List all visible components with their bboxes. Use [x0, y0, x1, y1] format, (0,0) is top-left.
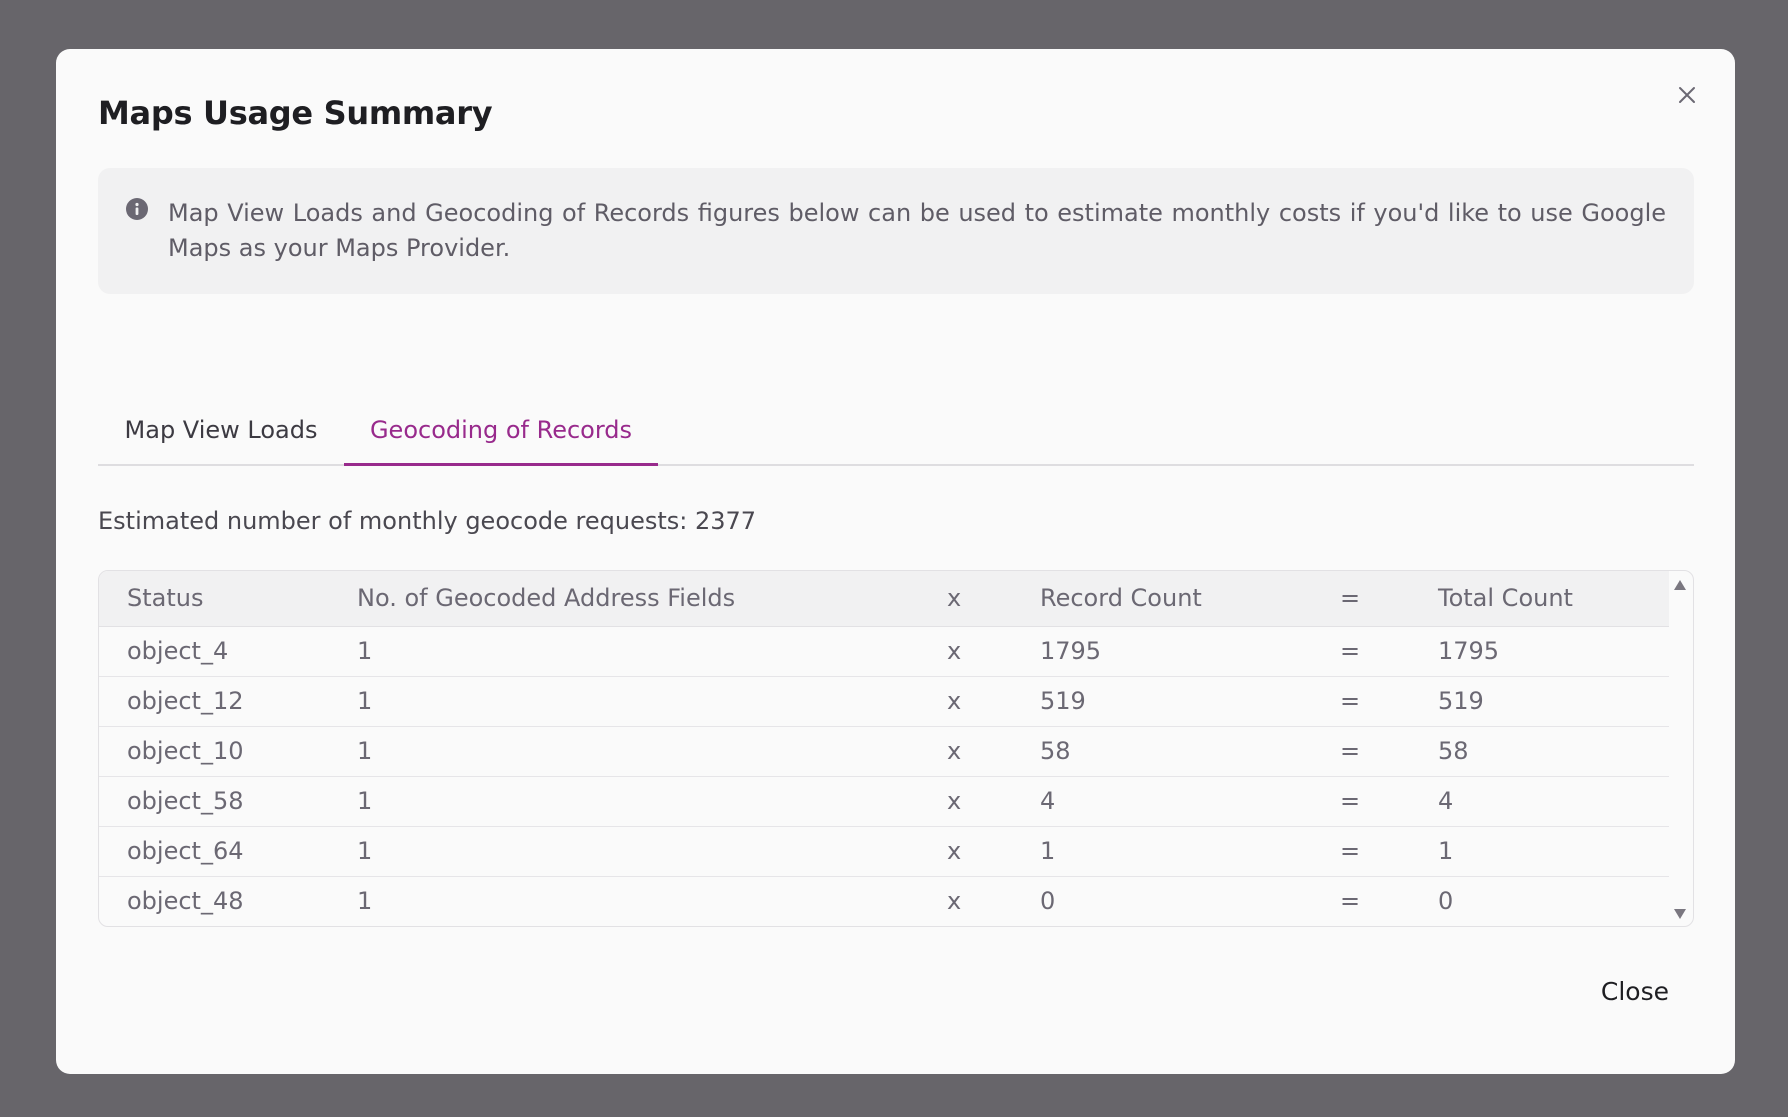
header-multiply: x	[919, 571, 1012, 626]
scroll-down-arrow-icon[interactable]	[1673, 906, 1687, 920]
cell-total-count: 1	[1410, 826, 1669, 876]
tab-bar	[98, 404, 1694, 466]
geocoding-table	[99, 571, 1669, 926]
table-scrollbar[interactable]	[1667, 571, 1693, 926]
tab-geocoding-of-records[interactable]: Geocoding of Records	[344, 404, 658, 466]
table-row	[99, 776, 1669, 826]
cell-status: object_4	[99, 626, 329, 676]
cell-multiply: x	[947, 887, 962, 916]
cell-equals: =	[1340, 887, 1361, 916]
cell-record-count: 0	[1040, 887, 1056, 916]
cell-total-count: 0	[1438, 887, 1454, 916]
cell-total-count: 1795	[1410, 626, 1669, 676]
cell-record-count: 1	[1012, 826, 1312, 876]
close-icon[interactable]	[1669, 77, 1705, 113]
info-icon	[126, 198, 148, 220]
table-row	[99, 626, 1669, 676]
geocoding-table-container[interactable]	[98, 570, 1694, 927]
table-header-row	[99, 571, 1669, 626]
estimate-text: Estimated number of monthly geocode requests: 2377	[98, 507, 757, 535]
cell-total-count: 519	[1410, 676, 1669, 726]
header-equals: =	[1312, 571, 1410, 626]
close-button[interactable]: Close	[1597, 971, 1673, 1012]
cell-equals: =	[1312, 776, 1410, 826]
table-row	[99, 876, 1669, 926]
cell-fields: 1	[329, 776, 919, 826]
cell-status: object_64	[99, 826, 329, 876]
cell-multiply: x	[919, 826, 1012, 876]
cell-record-count: 519	[1012, 676, 1312, 726]
cell-equals: =	[1312, 826, 1410, 876]
cell-multiply: x	[919, 726, 1012, 776]
cell-total-count: 58	[1410, 726, 1669, 776]
scroll-up-arrow-icon[interactable]	[1673, 577, 1687, 591]
cell-multiply: x	[919, 626, 1012, 676]
tab-map-view-loads[interactable]: Map View Loads	[124, 416, 318, 444]
header-geocoded-fields: No. of Geocoded Address Fields	[329, 571, 919, 626]
header-record-count: Record Count	[1012, 571, 1312, 626]
info-banner	[98, 168, 1694, 294]
cell-multiply: x	[919, 676, 1012, 726]
cell-fields: 1	[329, 626, 919, 676]
maps-usage-modal	[56, 49, 1735, 1074]
modal-title: Maps Usage Summary	[98, 94, 493, 132]
header-status: Status	[99, 571, 329, 626]
table-row	[99, 826, 1669, 876]
info-text: Map View Loads and Geocoding of Records figures below can be used to estimate monthly costs if you'd like to use Google Maps as your Maps Provider.	[168, 199, 1666, 262]
cell-status: object_48	[127, 887, 244, 916]
cell-fields: 1	[329, 676, 919, 726]
cell-record-count: 58	[1012, 726, 1312, 776]
cell-total-count: 4	[1410, 776, 1669, 826]
cell-fields: 1	[329, 826, 919, 876]
cell-status: object_58	[99, 776, 329, 826]
cell-status: object_10	[99, 726, 329, 776]
table-row	[99, 676, 1669, 726]
cell-record-count: 4	[1012, 776, 1312, 826]
cell-record-count: 1795	[1012, 626, 1312, 676]
cell-fields: 1	[329, 726, 919, 776]
cell-status: object_12	[99, 676, 329, 726]
cell-fields: 1	[357, 887, 373, 916]
cell-equals: =	[1312, 626, 1410, 676]
table-row	[99, 726, 1669, 776]
cell-equals: =	[1312, 676, 1410, 726]
cell-multiply: x	[919, 776, 1012, 826]
header-total-count: Total Count	[1410, 571, 1669, 626]
cell-equals: =	[1312, 726, 1410, 776]
